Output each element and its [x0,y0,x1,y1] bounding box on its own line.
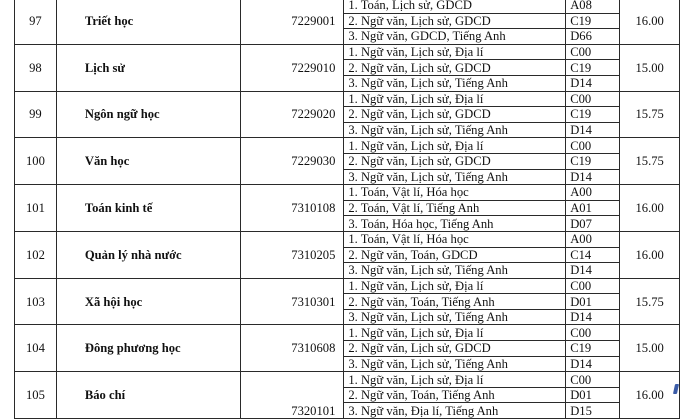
program-name: Báo chí [56,372,241,419]
benchmark-score: 16.00 [620,372,680,419]
row-number: 99 [15,91,57,138]
subject-combination: 1. Ngữ văn, Lịch sử, Địa lí [344,44,566,60]
subject-combination: 3. Ngữ văn, Địa lí, Tiếng Anh [344,403,566,419]
subject-combination: 1. Toán, Lịch sử, GDCD [344,0,566,13]
exam-block-code: D14 [566,75,620,91]
row-number: 97 [15,0,57,44]
benchmark-score: 15.75 [620,91,680,138]
subject-combination: 2. Ngữ văn, Toán, Tiếng Anh [344,294,566,310]
row-number: 102 [15,231,57,278]
table-row [15,185,680,201]
program-name: Ngôn ngữ học [56,91,241,138]
exam-block-code: C19 [566,341,620,357]
exam-block-code: C00 [566,91,620,107]
exam-block-code: D01 [566,387,620,403]
table-row [15,325,680,341]
exam-block-code: C00 [566,278,620,294]
benchmark-score: 16.00 [620,185,680,232]
table-row [15,91,680,107]
program-name: Văn học [56,138,241,185]
program-code: 7229030 [241,138,344,185]
subject-combination: 1. Ngữ văn, Lịch sử, Địa lí [344,372,566,388]
subject-combination: 1. Ngữ văn, Lịch sử, Địa lí [344,91,566,107]
table-row [15,0,680,13]
program-name: Lịch sử [56,44,241,91]
program-name: Toán kinh tế [56,185,241,232]
benchmark-score: 16.00 [620,231,680,278]
table-row [15,138,680,154]
subject-combination: 1. Ngữ văn, Lịch sử, Địa lí [344,278,566,294]
exam-block-code: C00 [566,138,620,154]
program-code: 7229020 [241,91,344,138]
exam-block-code: C19 [566,60,620,76]
subject-combination: 3. Ngữ văn, Lịch sử, Tiếng Anh [344,309,566,325]
exam-block-code: D15 [566,403,620,419]
row-number: 104 [15,325,57,372]
exam-block-code: A01 [566,200,620,216]
program-name: Quản lý nhà nước [56,231,241,278]
program-code: 7310108 [241,185,344,232]
subject-combination: 3. Ngữ văn, Lịch sử, Tiếng Anh [344,75,566,91]
program-code: 7320101 [241,372,344,419]
table-row [15,278,680,294]
subject-combination: 3. Ngữ văn, GDCD, Tiếng Anh [344,29,566,45]
row-number: 98 [15,44,57,91]
row-number: 100 [15,138,57,185]
exam-block-code: D01 [566,294,620,310]
exam-block-code: D66 [566,29,620,45]
subject-combination: 2. Ngữ văn, Toán, GDCD [344,247,566,263]
exam-block-code: C19 [566,13,620,29]
subject-combination: 2. Ngữ văn, Lịch sử, GDCD [344,341,566,357]
exam-block-code: C19 [566,107,620,123]
exam-block-code: A00 [566,231,620,247]
exam-block-code: C19 [566,153,620,169]
program-code: 7310205 [241,231,344,278]
table-row [15,231,680,247]
program-code: 7310301 [241,278,344,325]
exam-block-code: D14 [566,263,620,279]
benchmark-score: 15.75 [620,138,680,185]
subject-combination: 2. Ngữ văn, Toán, Tiếng Anh [344,387,566,403]
subject-combination: 3. Ngữ văn, Lịch sử, Tiếng Anh [344,263,566,279]
exam-block-code: D14 [566,356,620,372]
subject-combination: 3. Ngữ văn, Lịch sử, Tiếng Anh [344,122,566,138]
subject-combination: 3. Ngữ văn, Lịch sử, Tiếng Anh [344,356,566,372]
subject-combination: 1. Toán, Vật lí, Hóa học [344,231,566,247]
exam-block-code: D07 [566,216,620,232]
program-code: 7310608 [241,325,344,372]
subject-combination: 2. Ngữ văn, Lịch sử, GDCD [344,60,566,76]
program-name: Triết học [56,0,241,44]
program-name: Đông phương học [56,325,241,372]
program-code: 7229001 [241,0,344,44]
subject-combination: 2. Ngữ văn, Lịch sử, GDCD [344,153,566,169]
subject-combination: 2. Toán, Vật lí, Tiếng Anh [344,200,566,216]
exam-block-code: C00 [566,44,620,60]
exam-block-code: C00 [566,372,620,388]
exam-block-code: C00 [566,325,620,341]
benchmark-score: 15.75 [620,278,680,325]
exam-block-code: A00 [566,185,620,201]
subject-combination: 1. Toán, Vật lí, Hóa học [344,185,566,201]
exam-block-code: D14 [566,309,620,325]
subject-combination: 1. Ngữ văn, Lịch sử, Địa lí [344,138,566,154]
table-row [15,372,680,388]
row-number: 103 [15,278,57,325]
exam-block-code: A08 [566,0,620,13]
admission-score-table [14,0,680,419]
program-name: Xã hội học [56,278,241,325]
subject-combination: 2. Ngữ văn, Lịch sử, GDCD [344,107,566,123]
subject-combination: 3. Ngữ văn, Lịch sử, Tiếng Anh [344,169,566,185]
exam-block-code: D14 [566,169,620,185]
benchmark-score: 15.00 [620,325,680,372]
table-row [15,44,680,60]
benchmark-score: 16.00 [620,0,680,44]
subject-combination: 1. Ngữ văn, Lịch sử, Địa lí [344,325,566,341]
subject-combination: 2. Ngữ văn, Lịch sử, GDCD [344,13,566,29]
subject-combination: 3. Toán, Hóa học, Tiếng Anh [344,216,566,232]
exam-block-code: D14 [566,122,620,138]
row-number: 105 [15,372,57,419]
exam-block-code: C14 [566,247,620,263]
benchmark-score: 15.00 [620,44,680,91]
program-code: 7229010 [241,44,344,91]
row-number: 101 [15,185,57,232]
